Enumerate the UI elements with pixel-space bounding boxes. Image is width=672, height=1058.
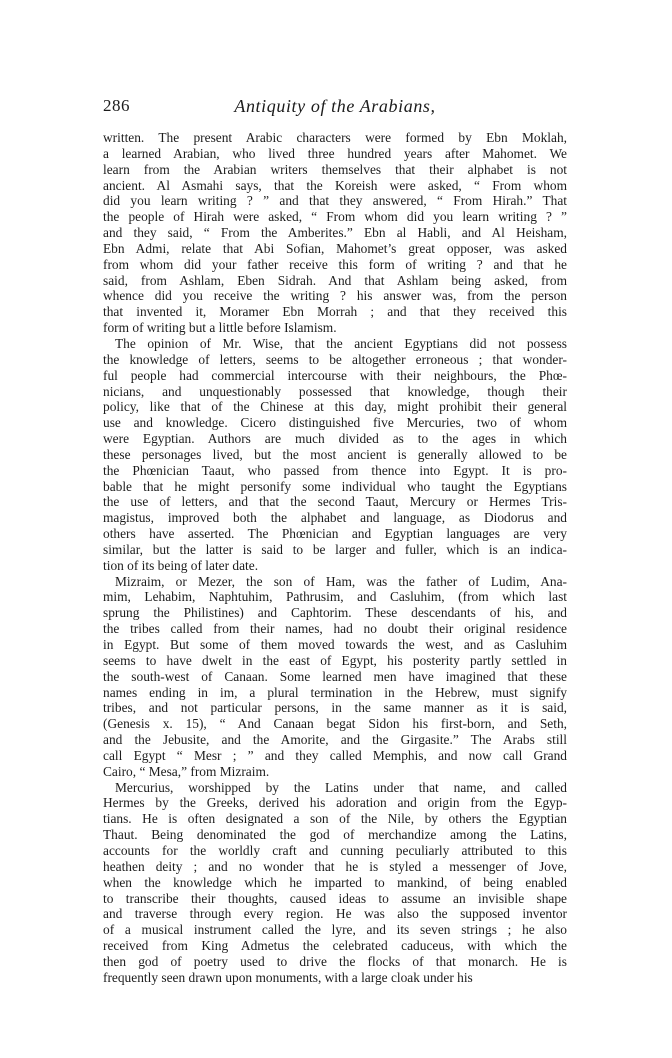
body-text — [103, 130, 567, 986]
page-header — [103, 96, 567, 122]
text-line: use and knowledge. Cicero distinguished five Mercuries, two of whom — [103, 415, 567, 431]
text-line: and traverse through every region. He was also the supposed inventor — [103, 906, 567, 922]
text-line: tribes, and not particular persons, in the same manner as it is said, — [103, 700, 567, 716]
text-line: a learned Arabian, who lived three hundred years after Mahomet. We — [103, 145, 567, 161]
text-line: Thaut. Being denominated the god of merchandize among the Latins, — [103, 827, 567, 843]
text-line: frequently seen drawn upon monuments, with a large cloak under his — [103, 969, 473, 985]
text-line: heathen deity ; and no wonder that he is styled a messenger of Jove, — [103, 858, 567, 874]
text-line: Mercurius, worshipped by the Latins under that name, and called — [115, 779, 567, 795]
text-line: learn from the Arabian writers themselves that their alphabet is not — [103, 161, 567, 177]
text-line: tion of its being of later date. — [103, 557, 259, 573]
text-line: names ending in im, a plural termination in the Hebrew, must signify — [103, 684, 567, 700]
text-line: ancient. Al Asmahi says, that the Koreish were asked, “ From whom — [103, 177, 567, 193]
text-line: accounts for the worldly craft and cunning peculiarly attributed to this — [103, 842, 567, 858]
running-title: Antiquity of the Arabians, — [234, 96, 436, 116]
text-line: the people of Hirah were asked, “ From whom did you learn writing ? ” — [103, 209, 567, 225]
text-line: Ebn Admi, relate that Abi Sofian, Mahomet’s great opposer, was asked — [103, 240, 567, 256]
paragraph-3 — [103, 574, 567, 780]
text-line: tians. He is often designated a son of the Nile, by others the Egyptian — [103, 811, 567, 827]
text-line: others have asserted. The Phœnician and Egyptian languages are very — [103, 526, 567, 542]
text-line: and they said, “ From the Amberites.” Ebn al Habli, and Al Heisham, — [103, 225, 567, 241]
text-line: the knowledge of letters, seems to be altogether erroneous ; that wonder- — [103, 351, 567, 367]
text-line: Mizraim, or Mezer, the son of Ham, was the father of Ludim, Ana- — [115, 573, 567, 589]
text-line: whence did you receive the writing ? his answer was, from the person — [103, 288, 567, 304]
text-line: when the knowledge which he imparted to mankind, of being enabled — [103, 874, 567, 890]
text-line: of a musical instrument called the lyre, and its seven strings ; he also — [103, 922, 567, 938]
text-line: policy, like that of the Chinese at this day, might prohibit their general — [103, 399, 567, 415]
text-line: the Phœnician Taaut, who passed from thence into Egypt. It is pro- — [103, 462, 567, 478]
text-line: form of writing but a little before Islamism. — [103, 320, 337, 336]
book-page — [103, 96, 567, 986]
text-line: the south-west of Canaan. Some learned men have imagined that these — [103, 668, 567, 684]
text-line: the use of letters, and that the second Taaut, Mercury or Hermes Tris- — [103, 494, 567, 510]
page-number: 286 — [103, 96, 130, 115]
text-line: said, from Ashlam, Eben Sidrah. And that Ashlam being asked, from — [103, 272, 567, 288]
text-line: these personages lived, but the most ancient is generally allowed to be — [103, 446, 567, 462]
text-line: bable that he might personify some individual who taught the Egyptians — [103, 478, 567, 494]
text-line: that invented it, Moramer Ebn Morrah ; and that they received this — [103, 304, 567, 320]
text-line: Hermes by the Greeks, derived his adoration and origin from the Egyp- — [103, 795, 567, 811]
text-line: and the Jebusite, and the Amorite, and the Girgasite.” The Arabs still — [103, 732, 567, 748]
text-line: call Egypt “ Mesr ; ” and they called Memphis, and now call Grand — [103, 747, 567, 763]
text-line: the tribes called from their names, had no doubt their original residence — [103, 621, 567, 637]
text-line: ful people had commercial intercourse with their neighbours, the Phœ- — [103, 367, 567, 383]
text-line: to transcribe their thoughts, caused ideas to assume an invisible shape — [103, 890, 567, 906]
text-line: Cairo, “ Mesa,” from Mizraim. — [103, 763, 270, 779]
text-line: received from King Admetus the celebrated caduceus, with which the — [103, 938, 567, 954]
text-line: similar, but the latter is said to be larger and fuller, which is an indica- — [103, 541, 567, 557]
text-line: The opinion of Mr. Wise, that the ancient Egyptians did not possess — [115, 335, 567, 351]
paragraph-4 — [103, 780, 567, 986]
text-line: in Egypt. But some of them moved towards the west, and as Casluhim — [103, 637, 567, 652]
text-line: nicians, and unquestionably possessed that knowledge, though their — [103, 383, 567, 399]
text-line: written. The present Arabic characters were formed by Ebn Moklah, — [103, 130, 567, 145]
text-line: were Egyptian. Authors are much divided as to the ages in which — [103, 431, 567, 447]
paragraph-1 — [103, 130, 567, 336]
text-line: seems to have dwelt in the east of Egypt, his posterity partly settled in — [103, 652, 567, 668]
text-line: from whom did your father receive this form of writing ? and that he — [103, 256, 567, 272]
text-line: did you learn writing ? ” and that they answered, “ From Hirah.” That — [103, 193, 567, 209]
text-line: (Genesis x. 15), “ And Canaan begat Sidon his first-born, and Seth, — [103, 716, 567, 732]
text-line: mim, Lehabim, Naphtuhim, Pathrusim, and Casluhim, (from which last — [103, 589, 567, 605]
text-line: then god of poetry used to drive the flocks of that monarch. He is — [103, 953, 567, 969]
text-line: magistus, improved both the alphabet and language, as Diodorus and — [103, 510, 567, 526]
text-line: sprung the Philistines) and Caphtorim. These descendants of his, and — [103, 605, 567, 621]
paragraph-2 — [103, 336, 567, 574]
